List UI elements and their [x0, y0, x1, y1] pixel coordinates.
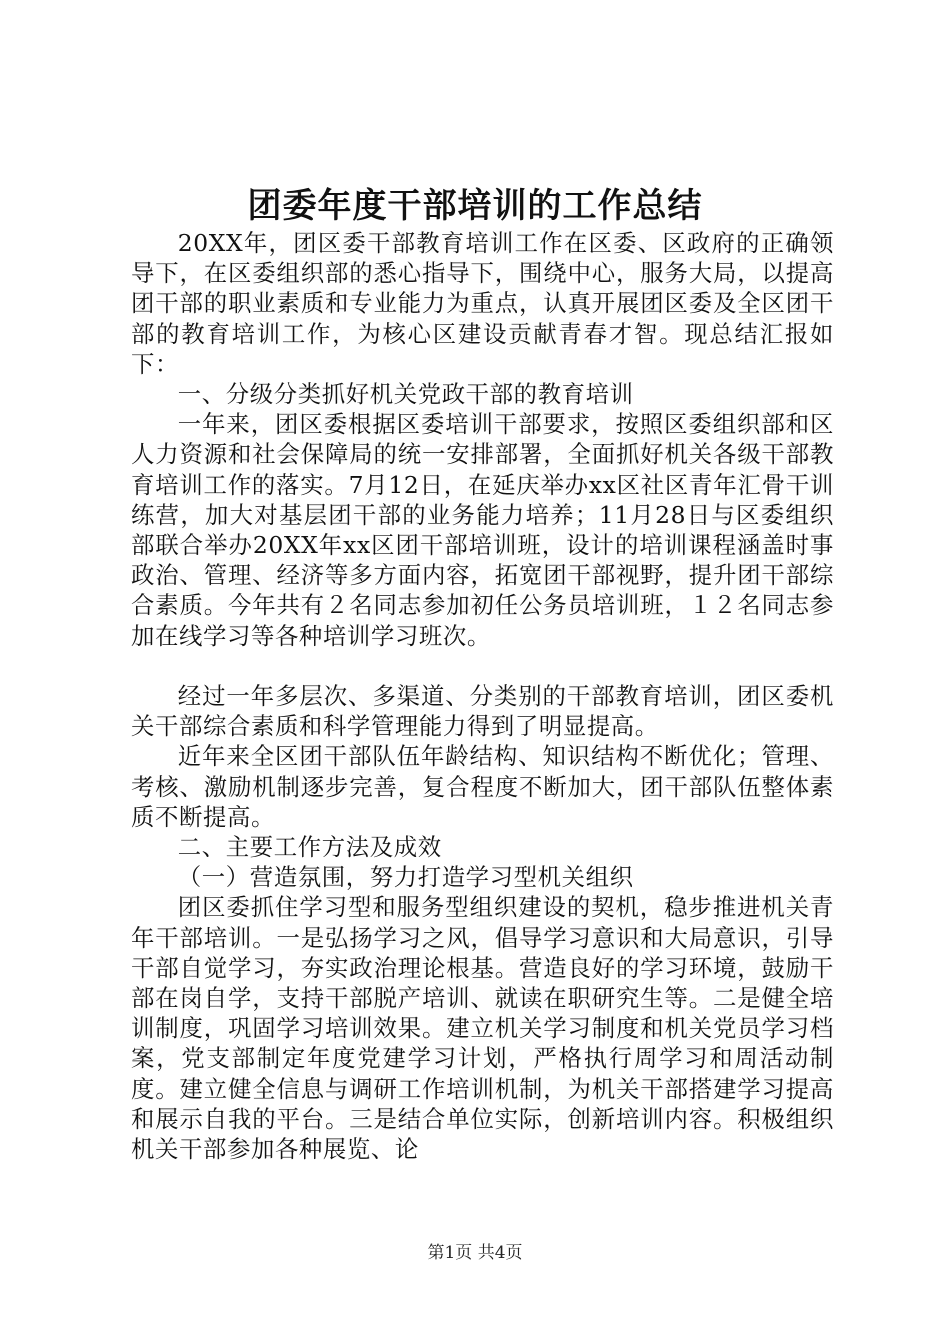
paragraph-intro: 20XX年，团区委干部教育培训工作在区委、区政府的正确领导下，在区委组织部的悉心指导下，围绕中心，服务大局，以提高团干部的职业素质和专业能力为重点，认真开展团区委及全区团干部的教育培训工作，为核心区建设贡献青春才智。现总结汇报如下：: [131, 229, 834, 378]
paragraph-training-overview: 一年来，团区委根据区委培训干部要求，按照区委组织部和区人力资源和社会保障局的统一安排部署，全面抓好机关各级干部教育培训工作的落实。7月12日，在延庆举办xx区社区青年汇骨干训练营，加大对基层团干部的业务能力培养；11月28日与区委组织部联合举办20XX年xx区团干部培训班，设计的培训课程涵盖时事政治、管理、经济等多方面内容，拓宽团干部视野，提升团干部综合素质。今年共有２名同志参加初任公务员培训班，１２名同志参加在线学习等各种培训学习班次。: [131, 410, 834, 650]
blank-line: [131, 651, 834, 681]
document-body: [131, 228, 834, 1164]
paragraph-learning-organization: 团区委抓住学习型和服务型组织建设的契机，稳步推进机关青年干部培训。一是弘扬学习之风，倡导学习意识和大局意识，引导干部自觉学习，夯实政治理论根基。营造良好的学习环境，鼓励干部在岗自学，支持干部脱产培训、就读在职研究生等。二是健全培训制度，巩固学习培训效果。建立机关学习制度和机关党员学习档案，党支部制定年度党建学习计划，严格执行周学习和周活动制度。建立健全信息与调研工作培训机制，为机关干部搭建学习提高和展示自我的平台。三是结合单位实际，创新培训内容。积极组织机关干部参加各种展览、论: [131, 893, 834, 1164]
section-heading-1: 一、分级分类抓好机关党政干部的教育培训: [177, 380, 634, 409]
paragraph-training-result: 经过一年多层次、多渠道、分类别的干部教育培训，团区委机关干部综合素质和科学管理能力得到了明显提高。: [131, 682, 834, 741]
paragraph-team-structure: 近年来全区团干部队伍年龄结构、知识结构不断优化；管理、考核、激励机制逐步完善，复合程度不断加大，团干部队伍整体素质不断提高。: [131, 742, 834, 831]
document-title: 团委年度干部培训的工作总结: [247, 186, 703, 226]
subsection-heading-1: （一）营造氛围，努力打造学习型机关组织: [177, 863, 634, 892]
page-number: 第1页 共4页: [427, 1243, 523, 1263]
section-heading-2: 二、主要工作方法及成效: [177, 833, 442, 862]
